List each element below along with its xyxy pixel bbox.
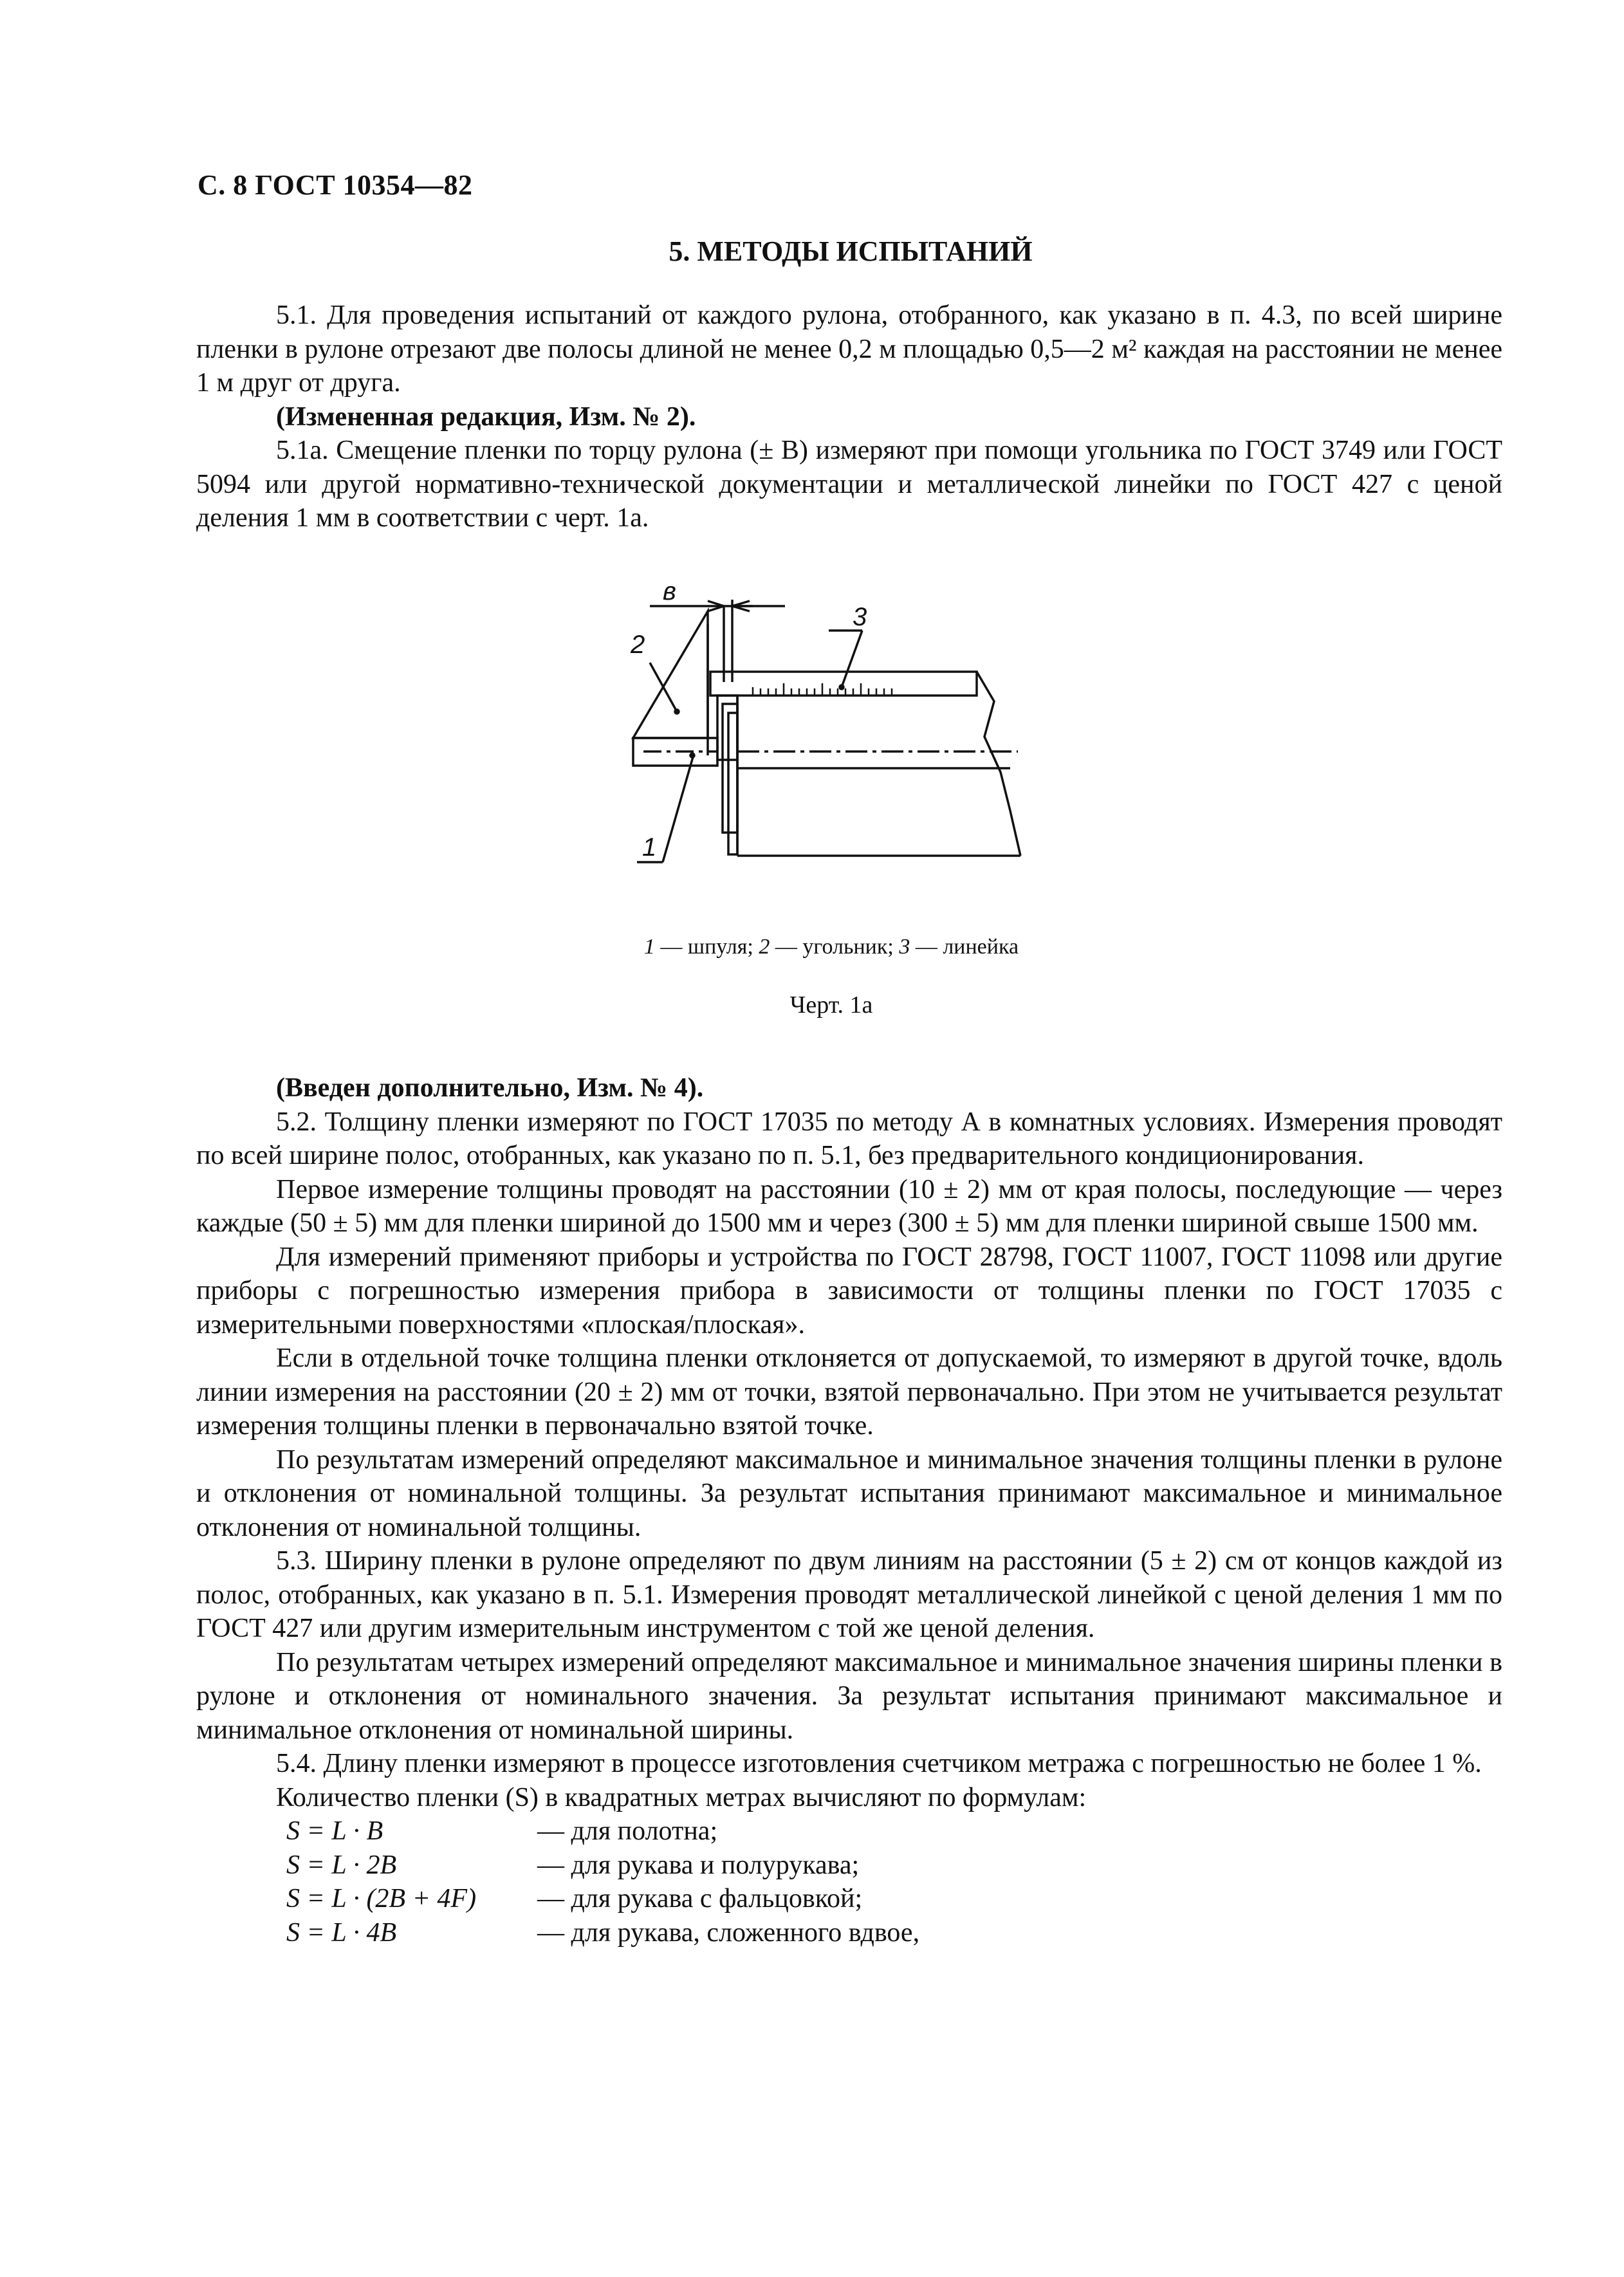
paragraph: 5.4. Длину пленки измеряют в процессе изготовления счетчиком метража с погрешностью не более 1 %. [276,1749,1482,1778]
section-title: 5. МЕТОДЫ ИСПЫТАНИЙ [669,235,1033,267]
formula-row [196,1814,1502,1848]
formula-row [196,1882,1502,1916]
formula-row [196,1848,1502,1883]
formulas-intro: Количество пленки (S) в квадратных метрах вычисляют по формулам: [276,1782,1087,1812]
label-1: 1 [642,833,657,862]
text-block-bottom [196,1071,1502,1950]
legend-num: 2 [759,935,770,959]
amendment-note: (Измененная редакция, Изм. № 2). [276,401,696,432]
formula-description: — для рукава и полурукава; [537,1850,860,1880]
figure-diagram [624,585,1100,894]
formula-description: — для рукава, сложенного вдвое, [537,1917,920,1948]
figure-caption: Черт. 1а [789,991,873,1019]
formula-description: — для рукава с фальцовкой; [537,1884,863,1913]
label-b: в [663,585,676,605]
paragraph: 5.3. Ширину пленки в рулоне определяют по двум линиям на расстоянии (5 ± 2) см от концов каждой из полос, отобранных, как указано в п. 5.1. Измерения проводят металлической линейкой с ценой деления 1 мм по ГОСТ 427 или другим измерительным инструментом с той же ценой деления. [196,1546,1502,1643]
paragraph: 5.1. Для проведения испытаний от каждого рулона, отобранного, как указано в п. 4.3, по всей ширине пленки в рулоне отрезают две полосы длиной не менее 0,2 м площадью 0,5—2 м² каждая на расстоянии не менее 1 м друг от друга. [196,300,1502,398]
formula-description: — для полотна; [537,1816,718,1846]
formula: S = L · (2B + 4F) [286,1884,477,1913]
amendment-note: (Введен дополнительно, Изм. № 4). [276,1073,704,1103]
formula: S = L · 2B [286,1850,397,1880]
formula: S = L · B [286,1816,383,1846]
label-3: 3 [853,603,867,631]
text-block-top [196,299,1502,535]
figure-legend [0,935,1624,959]
paragraph: По результатам четырех измерений определяют максимальное и минимальное значения ширины пленки в рулоне и отклонения от номинального значения. За результат испытания принимают максимальное и минимальное отклонения от номинальной ширины. [196,1647,1502,1745]
paragraph: 5.2. Толщину пленки измеряют по ГОСТ 17035 по методу А в комнатных условиях. Измерения проводят по всей ширине полос, отобранных, как указано по п. 5.1, без предварительного кондиционирования. [196,1107,1502,1170]
formula: S = L · 4B [286,1917,397,1948]
legend-text: — шпуля; [654,935,759,959]
paragraph: 5.1а. Смещение пленки по торцу рулона (± В) измеряют при помощи угольника по ГОСТ 3749 или ГОСТ 5094 или другой нормативно-технической документации и металлической линейки по ГОСТ 427 с ценой деления 1 мм в соответствии с черт. 1а. [196,436,1502,533]
legend-text: — линейка [910,935,1019,959]
formula-row [196,1916,1502,1950]
label-2: 2 [631,631,645,659]
legend-num: 1 [643,935,655,959]
page-header: С. 8 ГОСТ 10354—82 [198,169,473,201]
paragraph: Первое измерение толщины проводят на расстоянии (10 ± 2) мм от края полосы, последующие — через каждые (50 ± 5) мм для пленки шириной до 1500 мм и через (300 ± 5) мм для пленки шириной свыше 1500 мм. [196,1174,1502,1238]
legend-text: — угольник; [770,935,900,959]
paragraph: Если в отдельной точке толщина пленки отклоняется от допускаемой, то измеряют в другой точке, вдоль линии измерения на расстоянии (20 ± 2) мм от точки, взятой первоначально. При этом не учитывается результат измерения толщины пленки в первоначально взятой точке. [196,1343,1502,1441]
legend-num: 3 [899,935,910,959]
paragraph: Для измерений применяют приборы и устройства по ГОСТ 28798, ГОСТ 11007, ГОСТ 11098 или другие приборы с погрешностью измерения прибора в зависимости от толщины пленки по ГОСТ 17035 с измерительными поверхностями «плоская/плоская». [196,1242,1502,1340]
formula-list [196,1814,1502,1950]
paragraph: По результатам измерений определяют максимальное и минимальное значения толщины пленки в рулоне и отклонения от номинальной толщины. За результат испытания принимают максимальное и минимальное отклонения от номинальной толщины. [196,1444,1502,1542]
